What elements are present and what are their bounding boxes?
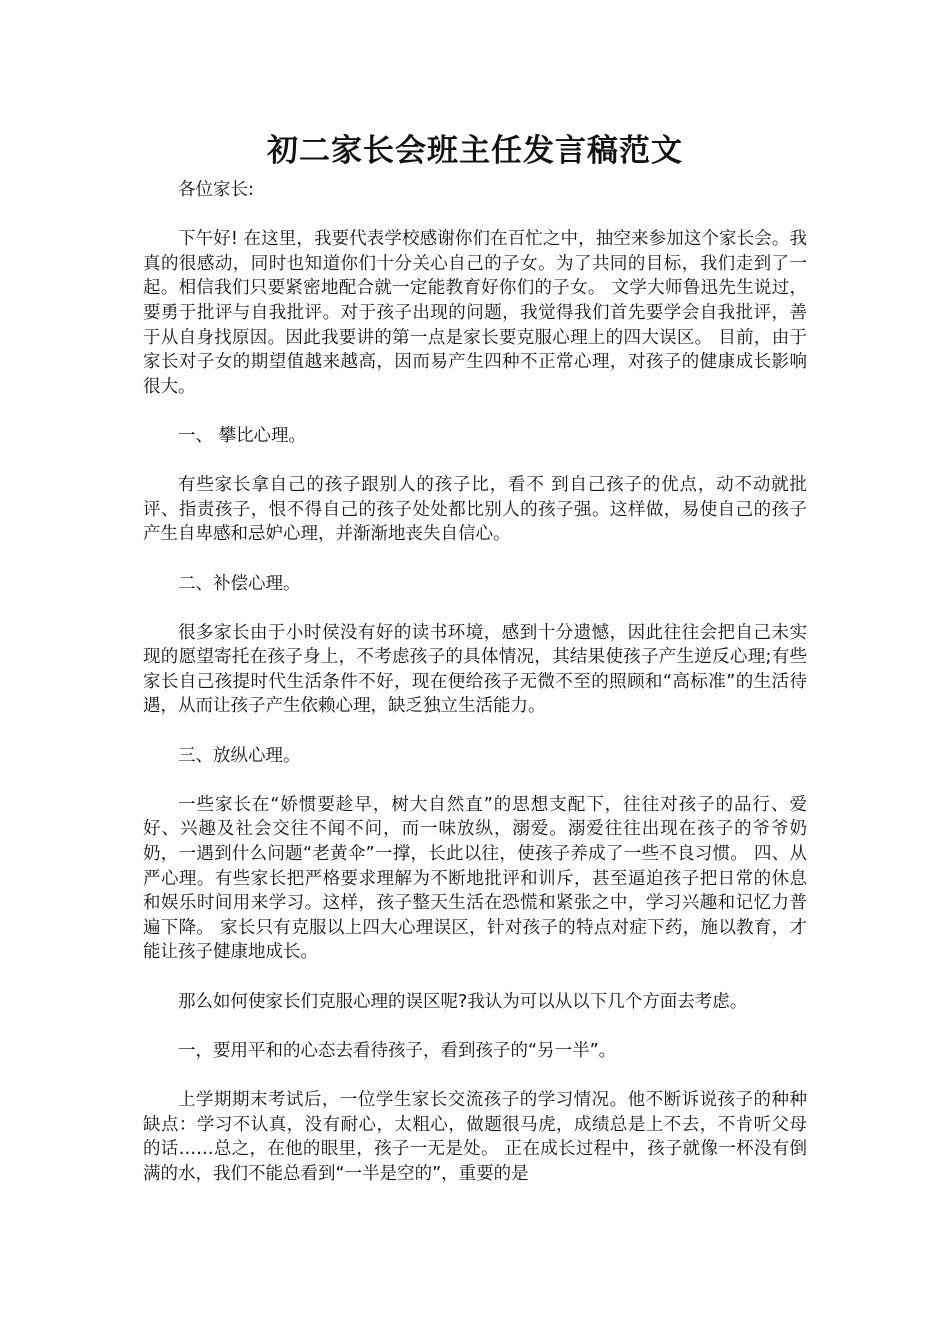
paragraph-compensation: 很多家长由于小时侯没有好的读书环境，感到十分遗憾，因此往往会把自己未实现的愿望寄托在孩子身上，不考虑孩子的具体情况，其结果使孩子产生逆反心理;有些家长自己孩提时代生活条件不好，现在便给孩子无微不至的照顾和“高标准”的生活待遇，从而让孩子产生依赖心理，缺乏独立生活能力。 xyxy=(143,622,807,717)
paragraph-question: 那么如何使家长们克服心理的误区呢?我认为可以从以下几个方面去考虑。 xyxy=(178,991,748,1012)
paragraph-intro: 下午好! 在这里，我要代表学校感谢你们在百忙之中，抽空来参加这个家长会。我真的很感动，同时也知道你们十分关心自己的子女。为了共同的目标，我们走到了一起。相信我们只要紧密地配合就一定能教育好你们的子女。 文学大师鲁迅先生说过，要勇于批评与自我批评。对于孩子出现的问题，我觉得我们首先要学会自我批评，善于从自身找原因。因此我要讲的第一点是家长要克服心理上的四大误区。 目前，由于家长对子女的期望值越来越高，因而易产生四种不正常心理，对孩子的健康成长影响很大。 xyxy=(143,229,807,397)
document-title: 初二家长会班主任发言稿范文 xyxy=(267,133,683,169)
heading-calm-attitude: 一，要用平和的心态去看待孩子，看到孩子的“另一半”。 xyxy=(178,1040,617,1061)
heading-compensation: 二、补偿心理。 xyxy=(178,573,301,594)
heading-comparison: 一、 攀比心理。 xyxy=(178,425,307,446)
paragraph-indulgence: 一些家长在“娇惯要趁早，树大自然直”的思想支配下，往往对孩子的品行、爱好、兴趣及社会交往不闻不问，而一味放纵，溺爱。溺爱往往出现在孩子的爷爷奶奶，一遇到什么问题“老黄伞”一撑，长此以往，使孩子养成了一些不良习惯。 四、从严心理。有些家长把严格要求理解为不断地批评和训斥，甚至逼迫孩子把日常的休息和娱乐时间用来学习。这样，孩子整天生活在恐慌和紧张之中，学习兴趣和记忆力普遍下降。 家长只有克服以上四大心理误区，针对孩子的特点对症下药，施以教育，才能让孩子健康地成长。 xyxy=(143,794,807,963)
document-page xyxy=(143,128,807,1211)
paragraph-exam-story: 上学期期末考试后，一位学生家长交流孩子的学习情况。他不断诉说孩子的种种缺点：学习不认真，没有耐心，太粗心，做题很马虎，成绩总是上不去，不肯听父母的话……总之，在他的眼里，孩子一无是处。 正在成长过程中，孩子就像一杯没有倒满的水，我们不能总看到“一半是空的”，重要的是 xyxy=(143,1089,807,1184)
paragraph-comparison: 有些家长拿自己的孩子跟别人的孩子比，看不 到自己孩子的优点，动不动就批评、指责孩子，恨不得自己的孩子处处都比别人的孩子强。这样做，易使自己的孩子产生自卑感和忌妒心理，并渐渐地丧失自信心。 xyxy=(143,475,807,545)
heading-indulgence: 三、放纵心理。 xyxy=(178,745,301,766)
salutation: 各位家长: xyxy=(178,180,254,200)
